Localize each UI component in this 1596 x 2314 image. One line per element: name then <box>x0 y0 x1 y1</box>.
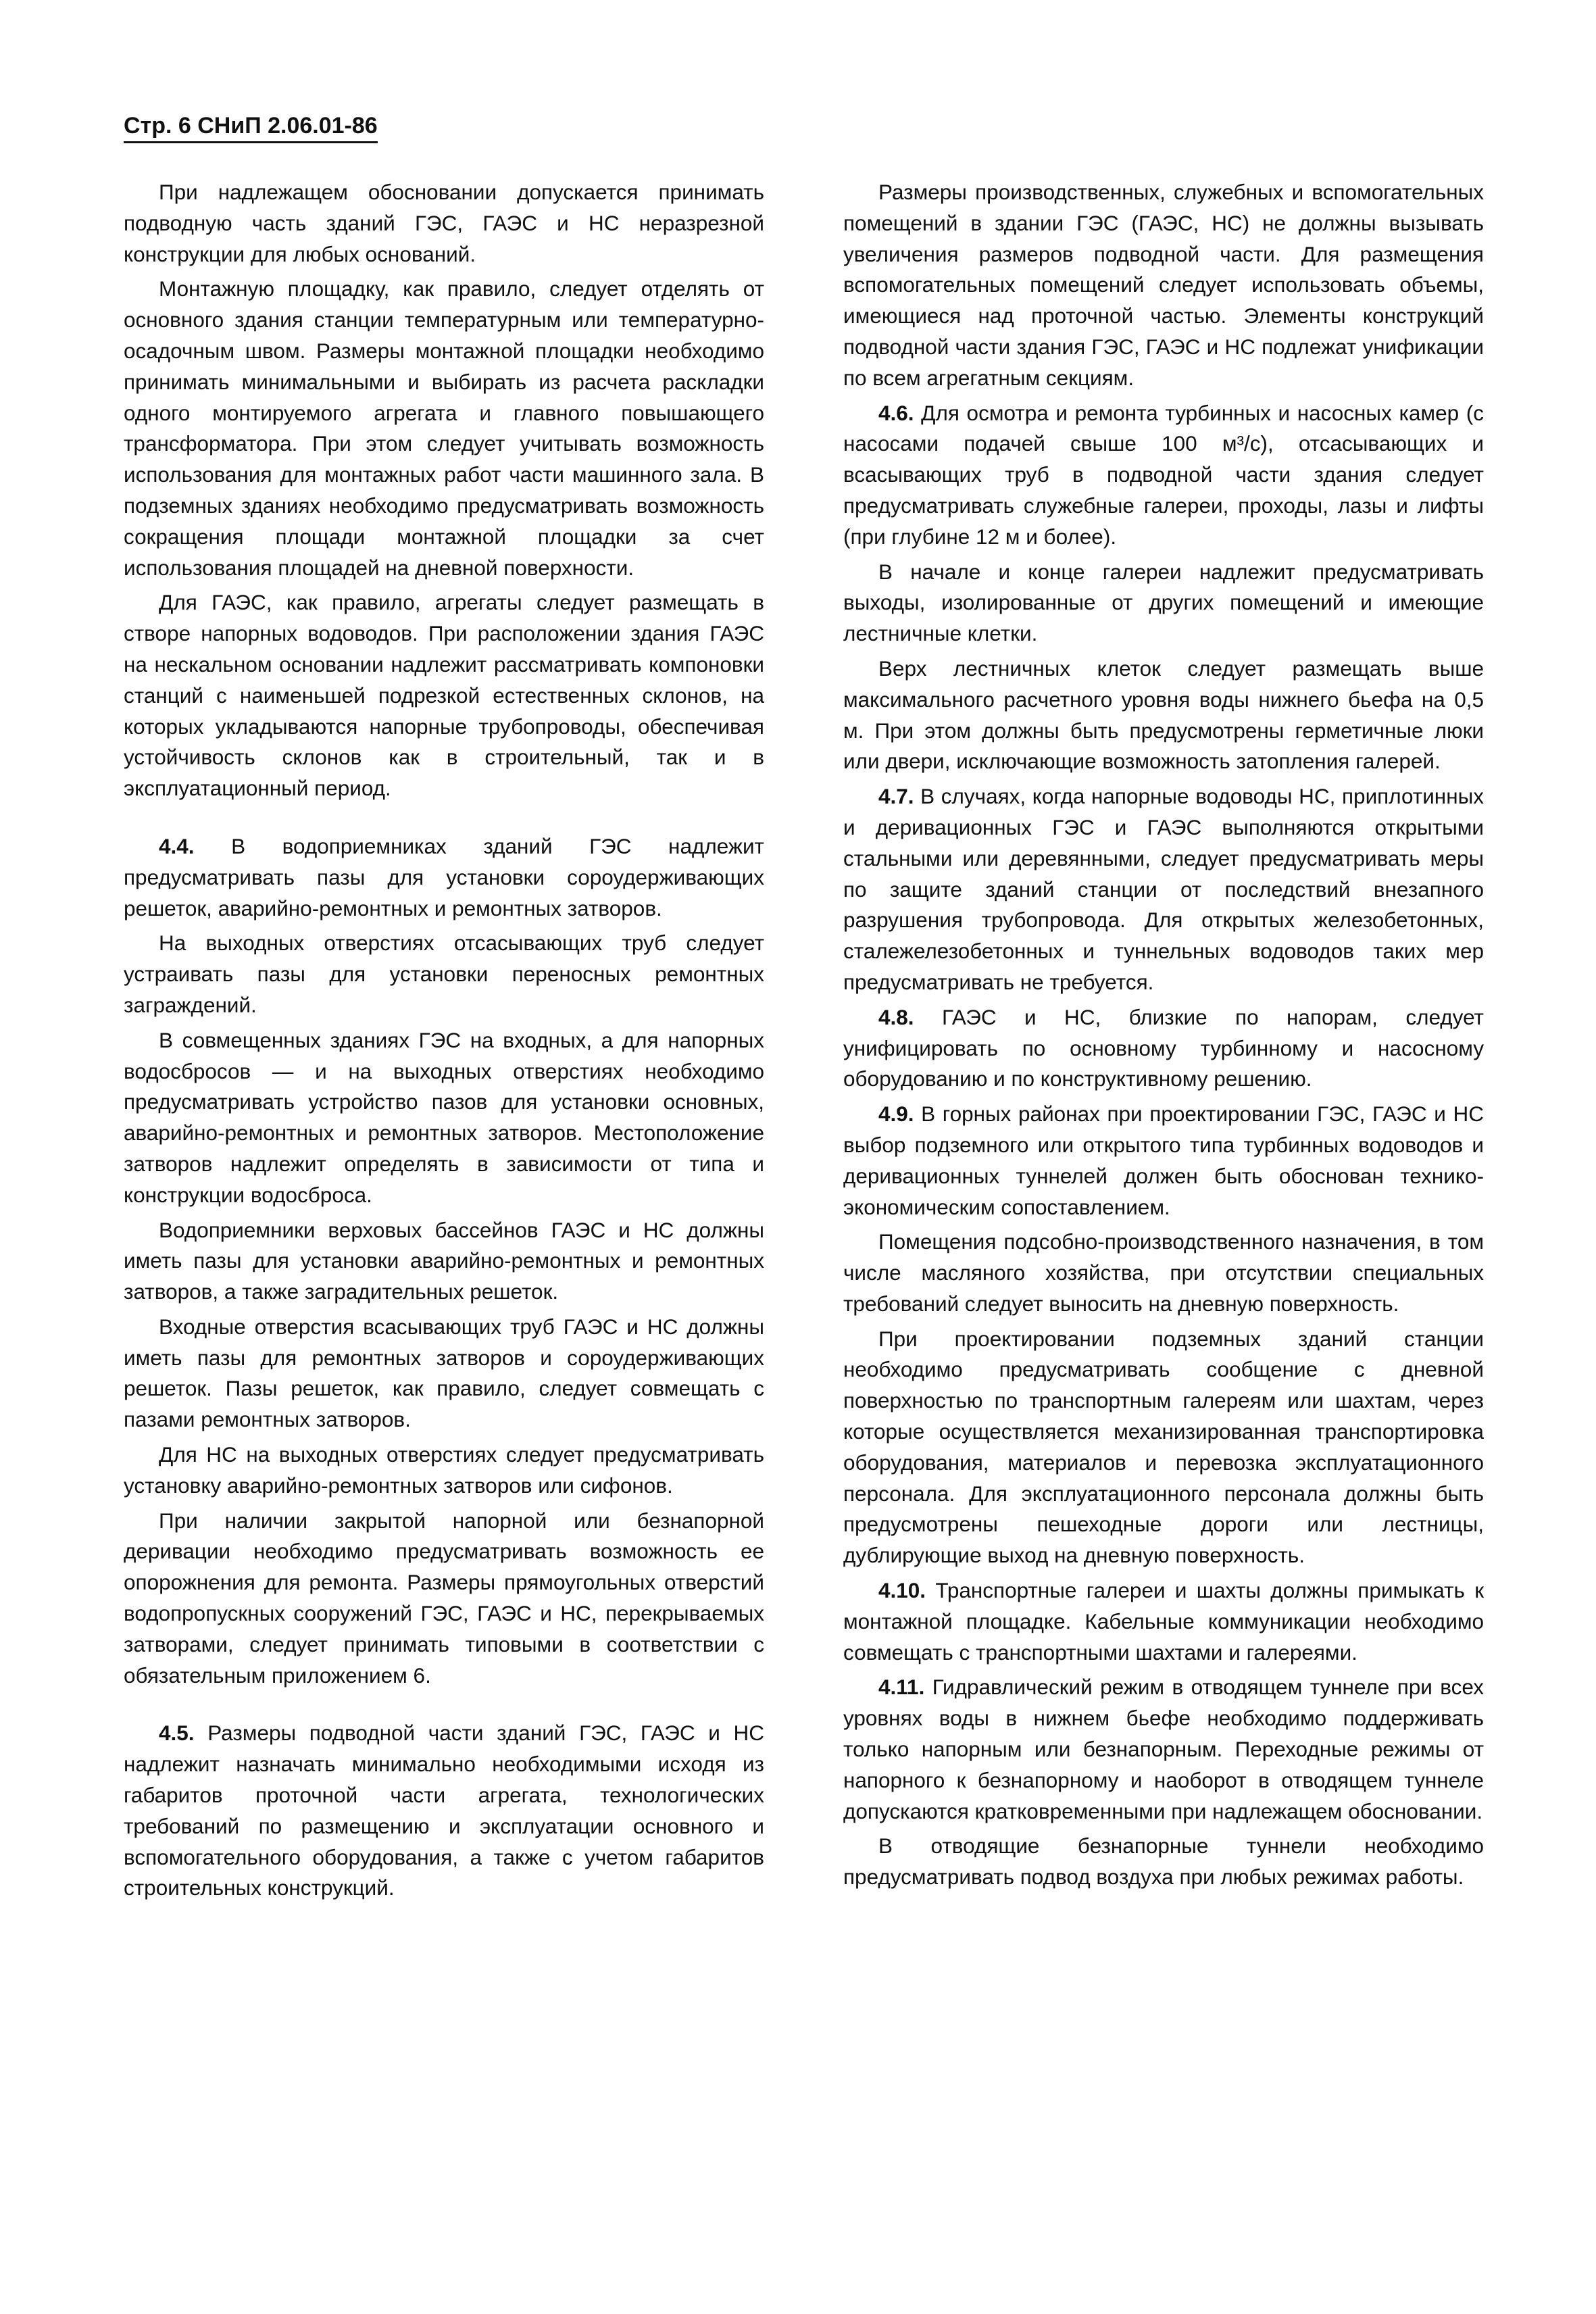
paragraph <box>124 928 764 1020</box>
paragraph <box>843 1324 1484 1571</box>
clause-number: 4.9. <box>878 1102 914 1127</box>
paragraph-text: Транспортные галереи и шахты должны примыкать к монтажной площадке. Кабельные коммуникации необходимо совмещать с транспортными шахтами и галереями. <box>843 1578 1484 1665</box>
paragraph <box>843 654 1484 777</box>
paragraph <box>843 1831 1484 1893</box>
paragraph <box>843 177 1484 394</box>
clause-4-7 <box>843 781 1484 998</box>
paragraph-text: Размеры производственных, служебных и вспомогательных помещений в здании ГЭС (ГАЭС, НС) не должны вызывать увеличения размеров подводной части. Для размещения вспомогательных помещений следует использовать объемы, имеющиеся над проточной частью. Элементы конструкций подводной части здания ГЭС, ГАЭС и НС подлежат унификации по всем агрегатным секциям. <box>843 180 1484 390</box>
clause-4-10 <box>843 1575 1484 1668</box>
left-column <box>124 177 764 1904</box>
paragraph-text: В совмещенных зданиях ГЭС на входных, а для напорных водосбросов — и на выходных отверстиях необходимо предусматривать устройство пазов для установки основных, аварийно-ремонтных и ремонтных затворов. Местоположение затворов надлежит определять в зависимости от типа и конструкции водосброса. <box>124 1027 764 1207</box>
clause-4-4 <box>124 831 764 924</box>
paragraph <box>124 1506 764 1692</box>
clause-4-6 <box>843 398 1484 553</box>
paragraph <box>124 1312 764 1435</box>
paragraph-text: Гидравлический режим в отводящем туннеле при всех уровнях воды в нижнем бьефе необходимо поддерживать только напорным или безнапорным. Переходные режимы от напорного к безнапорному и наоборот в отводящем туннеле допускаются кратковременными при надлежащем обосновании. <box>843 1675 1484 1823</box>
clause-number: 4.7. <box>878 784 914 809</box>
paragraph <box>843 557 1484 649</box>
paragraph <box>124 274 764 583</box>
paragraph <box>124 177 764 270</box>
paragraph <box>124 1439 764 1502</box>
paragraph <box>124 587 764 804</box>
clause-number: 4.11. <box>878 1675 925 1700</box>
paragraph-text: Входные отверстия всасывающих труб ГАЭС и НС должны иметь пазы для ремонтных затворов и сороудерживающих решеток. Пазы решеток, как правило, следует совмещать с пазами ремонтных затворов. <box>124 1314 764 1432</box>
paragraph-text: Монтажную площадку, как правило, следует отделять от основного здания станции температурным или температурно-осадочным швом. Размеры монтажной площадки необходимо принимать минимальными и выбирать из расчета раскладки одного монтируемого агрегата и главного повышающего трансформатора. При этом следует учитывать возможность использования для монтажных работ части машинного зала. В подземных зданиях необходимо предусматривать возможность сокращения площади монтажной площадки за счет использования площадей на дневной поверхности. <box>124 276 764 580</box>
clause-4-8 <box>843 1002 1484 1095</box>
clause-number: 4.8. <box>878 1004 914 1029</box>
paragraph-text: При надлежащем обосновании допускается принимать подводную часть зданий ГЭС, ГАЭС и НС неразрезной конструкции для любых оснований. <box>124 180 764 266</box>
paragraph-text: При наличии закрытой напорной или безнапорной деривации необходимо предусматривать возможность ее опорожнения для ремонта. Размеры прямоугольных отверстий водопропускных сооружений ГЭС, ГАЭС и НС, перекрываемых затворами, следует принимать типовыми в соответствии с обязательным приложением 6. <box>124 1508 764 1688</box>
clause-number: 4.4. <box>159 833 195 858</box>
paragraph-text: При проектировании подземных зданий станции необходимо предусматривать сообщение с дневной поверхностью по транспортным галереям или шахтам, через которые осуществляется механизированная транспортировка оборудования, материалов и перевозка эксплуатационного персонала. Для эксплуатационного персонала должны быть предусмотрены пешеходные дороги или лестницы, дублирующие выход на дневную поверхность. <box>843 1326 1484 1568</box>
paragraph-text: На выходных отверстиях отсасывающих труб следует устраивать пазы для установки переносных ремонтных заграждений. <box>124 931 764 1017</box>
clause-4-5 <box>124 1718 764 1904</box>
paragraph-text: В отводящие безнапорные туннели необходимо предусматривать подвод воздуха при любых режимах работы. <box>843 1833 1484 1890</box>
running-header: Стр. 6 СНиП 2.06.01-86 <box>124 114 378 143</box>
paragraph-text: В начале и конце галереи надлежит предусматривать выходы, изолированные от других помещений и имеющие лестничные клетки. <box>843 559 1484 646</box>
paragraph-text: В случаях, когда напорные водоводы НС, приплотинных и деривационных ГЭС и ГАЭС выполняются открытыми стальными или деревянными, следует предусматривать меры по защите зданий станции от последствий внезапного разрушения трубопровода. Для открытых железобетонных, сталежелезобетонных и туннельных водоводов таких мер предусматривать не требуется. <box>843 784 1484 994</box>
paragraph-text: Для осмотра и ремонта турбинных и насосных камер (с насосами подачей свыше 100 м³/с), отсасывающих и всасывающих труб в подводной части здания следует предусматривать служебные галереи, проходы, лазы и лифты (при глубине 12 м и более). <box>843 400 1484 549</box>
paragraph-text: Водоприемники верховых бассейнов ГАЭС и НС должны иметь пазы для установки аварийно-ремонтных и ремонтных затворов, а также заградительных решеток. <box>124 1217 764 1304</box>
clause-number: 4.6. <box>878 400 914 425</box>
paragraph-text: В горных районах при проектировании ГЭС, ГАЭС и НС выбор подземного или открытого типа турбинных водоводов и деривационных туннелей должен быть обоснован технико-экономическим сопоставлением. <box>843 1102 1484 1219</box>
paragraph-text: Помещения подсобно-производственного назначения, в том числе масляного хозяйства, при отсутствии специальных требований следует выносить на дневную поверхность. <box>843 1229 1484 1316</box>
paragraph-text: Для ГАЭС, как правило, агрегаты следует размещать в створе напорных водоводов. При расположении здания ГАЭС на нескальном основании надлежит рассматривать компоновки станций с наименьшей подрезкой естественных склонов, на которых укладываются напорные трубопроводы, обеспечивая устойчивость склонов как в строительный, так и в эксплуатационный период. <box>124 590 764 801</box>
clause-4-9 <box>843 1099 1484 1223</box>
clause-4-11 <box>843 1672 1484 1827</box>
paragraph-text: Верх лестничных клеток следует размещать выше максимального расчетного уровня воды нижнего бьефа на 0,5 м. При этом должны быть предусмотрены герметичные люки или двери, исключающие возможность затопления галерей. <box>843 656 1484 774</box>
paragraph-text: В водоприемниках зданий ГЭС надлежит предусматривать пазы для установки сороудерживающих решеток, аварийно-ремонтных и ремонтных затворов. <box>124 833 764 920</box>
paragraph <box>843 1227 1484 1319</box>
paragraph-text: Для НС на выходных отверстиях следует предусматривать установку аварийно-ремонтных затворов или сифонов. <box>124 1442 764 1498</box>
clause-number: 4.5. <box>159 1721 195 1746</box>
paragraph <box>124 1215 764 1308</box>
clause-number: 4.10. <box>878 1578 926 1603</box>
paragraph <box>124 1025 764 1211</box>
right-column <box>843 177 1484 1893</box>
paragraph-text: ГАЭС и НС, близкие по напорам, следует унифицировать по основному турбинному и насосному оборудованию и по конструктивному решению. <box>843 1004 1484 1091</box>
paragraph-text: Размеры подводной части зданий ГЭС, ГАЭС и НС надлежит назначать минимально необходимыми исходя из габаритов проточной части агрегата, технологических требований по размещению и эксплуатации основного и вспомогательного оборудования, а также с учетом габаритов строительных конструкций. <box>124 1721 764 1900</box>
